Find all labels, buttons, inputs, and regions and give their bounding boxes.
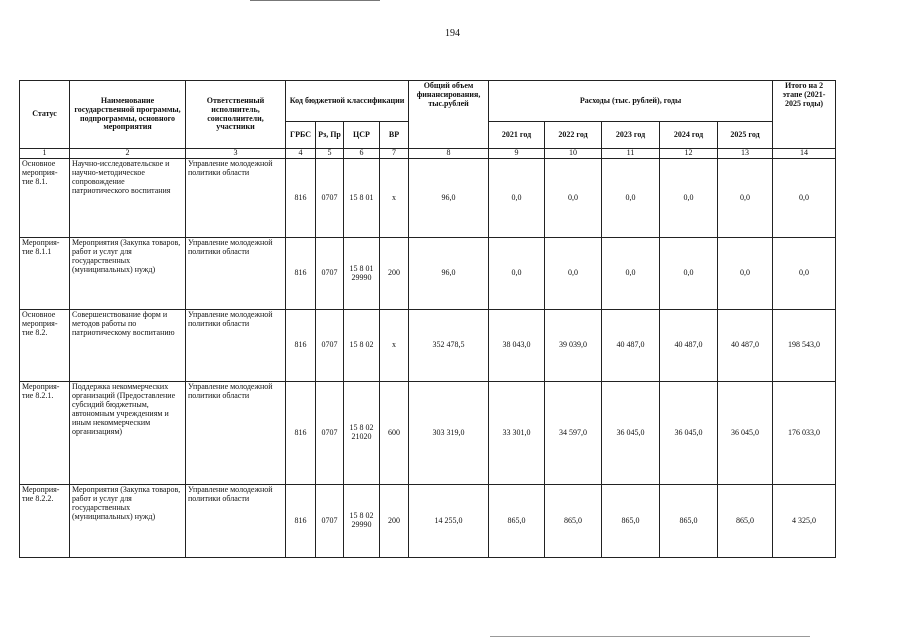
budget-table [19, 80, 836, 558]
col-number: 3 [186, 149, 286, 159]
cell-2024: 865,0 [660, 485, 718, 558]
cell-2023: 865,0 [602, 485, 660, 558]
cell-rzpr: 0707 [316, 382, 344, 485]
cell-2024: 0,0 [660, 159, 718, 238]
header-csr: ЦСР [344, 122, 380, 149]
cell-vr: 600 [380, 382, 409, 485]
cell-total: 96,0 [409, 238, 489, 310]
header-rzpr: Рз, Пр [316, 122, 344, 149]
cell-vr: х [380, 159, 409, 238]
cell-itogo: 198 543,0 [773, 310, 836, 382]
col-number: 14 [773, 149, 836, 159]
cell-total: 96,0 [409, 159, 489, 238]
cell-2021: 865,0 [489, 485, 545, 558]
col-number: 1 [20, 149, 70, 159]
top-rule [250, 0, 380, 1]
cell-rzpr: 0707 [316, 159, 344, 238]
col-number: 12 [660, 149, 718, 159]
cell-grbs: 816 [286, 238, 316, 310]
cell-2022: 865,0 [545, 485, 602, 558]
cell-status: Основное мероприя-тие 8.1. [20, 159, 70, 238]
page-number: 194 [445, 28, 460, 39]
cell-responsible: Управление молодежной политики области [186, 485, 286, 558]
header-2023: 2023 год [602, 122, 660, 149]
cell-total: 303 319,0 [409, 382, 489, 485]
cell-2021: 0,0 [489, 159, 545, 238]
cell-responsible: Управление молодежной политики области [186, 238, 286, 310]
cell-vr: х [380, 310, 409, 382]
cell-itogo: 4 325,0 [773, 485, 836, 558]
col-number: 4 [286, 149, 316, 159]
cell-grbs: 816 [286, 485, 316, 558]
col-number: 2 [70, 149, 186, 159]
cell-2022: 0,0 [545, 238, 602, 310]
header-2024: 2024 год [660, 122, 718, 149]
cell-name: Поддержка некоммерческих организаций (Предоставление субсидий бюджетным, автономным учреждениям и иным некоммерческим организациям) [70, 382, 186, 485]
cell-rzpr: 0707 [316, 485, 344, 558]
bottom-rule [490, 636, 810, 637]
cell-2022: 0,0 [545, 159, 602, 238]
cell-2025: 36 045,0 [718, 382, 773, 485]
cell-rzpr: 0707 [316, 310, 344, 382]
cell-responsible: Управление молодежной политики области [186, 382, 286, 485]
cell-itogo: 176 033,0 [773, 382, 836, 485]
cell-name: Мероприятия (Закупка товаров, работ и услуг для государственных (муниципальных) нужд) [70, 485, 186, 558]
col-number: 5 [316, 149, 344, 159]
cell-2021: 0,0 [489, 238, 545, 310]
header-responsible: Ответственный исполнитель, соисполнители, участники [186, 81, 286, 149]
cell-csr: 15 8 02 [344, 310, 380, 382]
header-grbs: ГРБС [286, 122, 316, 149]
cell-2022: 34 597,0 [545, 382, 602, 485]
col-number: 6 [344, 149, 380, 159]
cell-status: Мероприя-тие 8.2.2. [20, 485, 70, 558]
table-row [20, 382, 836, 485]
header-vr: ВР [380, 122, 409, 149]
col-number: 7 [380, 149, 409, 159]
cell-2025: 0,0 [718, 159, 773, 238]
header-budget-code: Код бюджетной классификации [286, 81, 409, 122]
header-total-volume: Общий объем финансирования, тыс.рублей [409, 81, 489, 149]
header-status: Статус [20, 81, 70, 149]
header-name: Наименование государственной программы, подпрограммы, основного мероприятия [70, 81, 186, 149]
cell-vr: 200 [380, 238, 409, 310]
cell-grbs: 816 [286, 382, 316, 485]
cell-2021: 38 043,0 [489, 310, 545, 382]
cell-csr: 15 8 02 21020 [344, 382, 380, 485]
cell-name: Совершенствование форм и методов работы по патриотическому воспитанию [70, 310, 186, 382]
cell-rzpr: 0707 [316, 238, 344, 310]
cell-itogo: 0,0 [773, 238, 836, 310]
column-numbers-row [20, 149, 836, 159]
cell-status: Мероприя-тие 8.2.1. [20, 382, 70, 485]
cell-status: Основное мероприя-тие 8.2. [20, 310, 70, 382]
cell-2025: 0,0 [718, 238, 773, 310]
cell-status: Мероприя-тие 8.1.1 [20, 238, 70, 310]
col-number: 8 [409, 149, 489, 159]
table-row [20, 310, 836, 382]
table-row [20, 485, 836, 558]
cell-vr: 200 [380, 485, 409, 558]
cell-2024: 0,0 [660, 238, 718, 310]
cell-name: Научно-исследовательское и научно-методическое сопровождение патриотического воспитания [70, 159, 186, 238]
header-2025: 2025 год [718, 122, 773, 149]
cell-name: Мероприятия (Закупка товаров, работ и услуг для государственных (муниципальных) нужд) [70, 238, 186, 310]
cell-2023: 0,0 [602, 238, 660, 310]
cell-2024: 36 045,0 [660, 382, 718, 485]
cell-2025: 40 487,0 [718, 310, 773, 382]
cell-2022: 39 039,0 [545, 310, 602, 382]
cell-total: 14 255,0 [409, 485, 489, 558]
cell-2021: 33 301,0 [489, 382, 545, 485]
col-number: 11 [602, 149, 660, 159]
cell-2023: 0,0 [602, 159, 660, 238]
col-number: 9 [489, 149, 545, 159]
cell-grbs: 816 [286, 310, 316, 382]
header-expenses: Расходы (тыс. рублей), годы [489, 81, 773, 122]
cell-2023: 40 487,0 [602, 310, 660, 382]
cell-csr: 15 8 01 [344, 159, 380, 238]
table-row [20, 238, 836, 310]
cell-itogo: 0,0 [773, 159, 836, 238]
header-itogo: Итого на 2 этапе (2021-2025 годы) [773, 81, 836, 149]
col-number: 13 [718, 149, 773, 159]
cell-responsible: Управление молодежной политики области [186, 310, 286, 382]
cell-2023: 36 045,0 [602, 382, 660, 485]
cell-grbs: 816 [286, 159, 316, 238]
cell-2024: 40 487,0 [660, 310, 718, 382]
col-number: 10 [545, 149, 602, 159]
cell-total: 352 478,5 [409, 310, 489, 382]
table-row [20, 159, 836, 238]
header-2022: 2022 год [545, 122, 602, 149]
cell-responsible: Управление молодежной политики области [186, 159, 286, 238]
header-2021: 2021 год [489, 122, 545, 149]
cell-csr: 15 8 01 29990 [344, 238, 380, 310]
cell-2025: 865,0 [718, 485, 773, 558]
cell-csr: 15 8 02 29990 [344, 485, 380, 558]
